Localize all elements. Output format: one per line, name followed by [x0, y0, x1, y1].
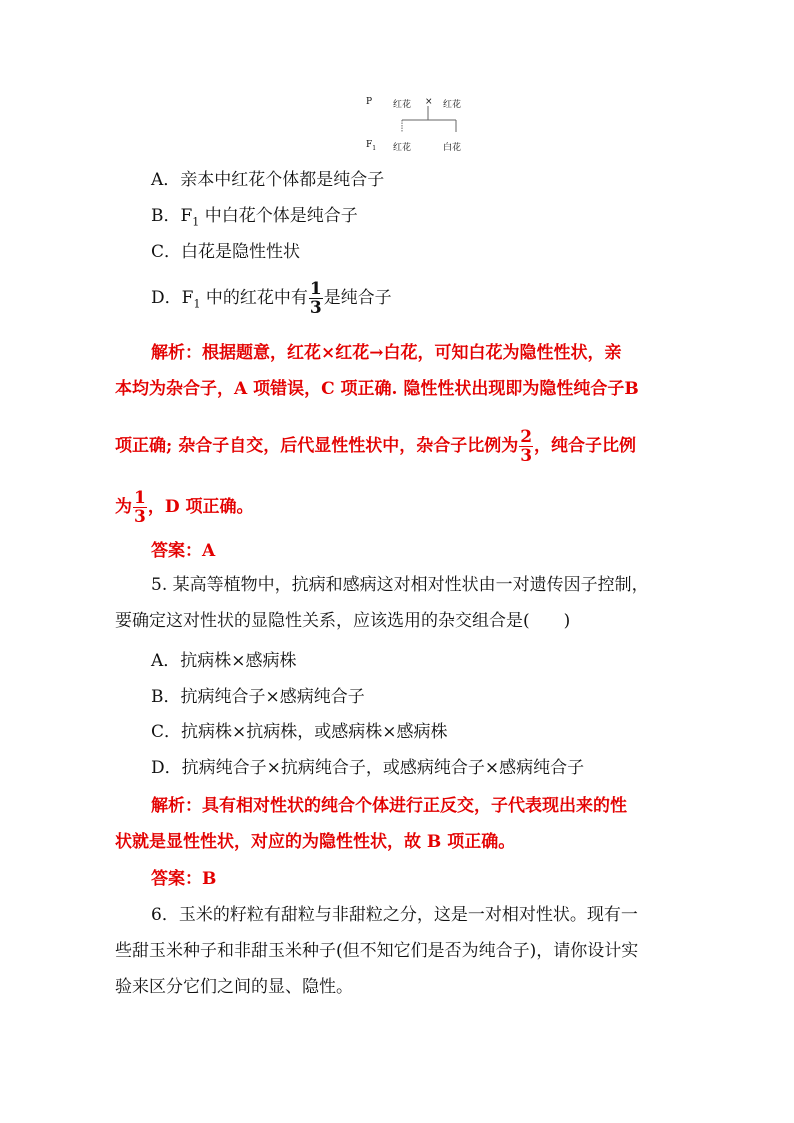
q4-analysis-line1: 解析：根据题意，红花×红花→白花，可知白花为隐性性状，亲 — [151, 343, 622, 363]
q4-analysis-line4: 为 $\frac{1}{3}$ ，D 项正确。 — [115, 488, 254, 527]
cross-lines — [360, 92, 470, 132]
q5-analysis-label: 解析： — [151, 796, 202, 816]
parent2-label: 红花 — [443, 100, 462, 110]
cross-symbol: × — [425, 97, 433, 107]
q4-option-d: D．$F_1$ 中的红花中有 $\frac{1}{3}$ 是纯合子 — [151, 279, 392, 318]
q4-analysis-fraction-2-3: $\frac{2}{3}$ — [520, 427, 533, 466]
q4-analysis-line3: 项正确; 杂合子自交，后代显性性状中，杂合子比例为 $\frac{2}{3}$ ，纯合子比例 — [115, 427, 637, 466]
q6-stem-line1: 6．玉米的籽粒有甜粒与非甜粒之分，这是一对相对性状。现有一 — [151, 905, 638, 925]
q4-option-c: C．白花是隐性性状 — [151, 242, 301, 262]
q5-option-c: C．抗病株×抗病株，或感病株×感病株 — [151, 722, 448, 742]
q4-option-d-fraction: $\frac{1}{3}$ — [309, 279, 322, 318]
q4-analysis-fraction-1-3: $\frac{1}{3}$ — [134, 488, 146, 527]
q6-stem-line3: 验来区分它们之间的显、隐性。 — [115, 977, 353, 997]
q6-stem-line2: 些甜玉米种子和非甜玉米种子(但不知它们是否为纯合子)，请你设计实 — [115, 941, 639, 961]
q4-analysis-line2: 本均为杂合子，A 项错误，C 项正确. 隐性性状出现即为隐性纯合子B — [115, 379, 639, 399]
f1-label: $F_1$ — [366, 140, 377, 152]
q5-answer: 答案：B — [151, 869, 217, 889]
q5-analysis-line1: 解析：具有相对性状的纯合个体进行正反交，子代表现出来的性 — [151, 796, 627, 816]
q5-analysis-line2: 状就是显性性状，对应的为隐性性状，故 B 项正确。 — [115, 832, 516, 852]
q5-option-a: A．抗病株×感病株 — [151, 651, 297, 671]
q4-option-b: B．$F_1$ 中白花个体是纯合子 — [151, 206, 358, 229]
q5-option-d: D．抗病纯合子×抗病纯合子，或感病纯合子×感病纯合子 — [151, 758, 585, 778]
q4-option-a: A．亲本中红花个体都是纯合子 — [151, 170, 385, 190]
parent1-label: 红花 — [393, 100, 412, 110]
q4-analysis-label: 解析： — [151, 343, 202, 363]
offspring1-label: 红花 — [393, 143, 412, 153]
q5-stem-line1: 5. 某高等植物中，抗病和感病这对相对性状由一对遗传因子控制， — [151, 575, 649, 595]
offspring2-label: 白花 — [443, 143, 462, 153]
q5-option-b: B．抗病纯合子×感病纯合子 — [151, 687, 365, 707]
p-label: P — [366, 97, 373, 107]
q4-answer: 答案：A — [151, 541, 216, 561]
q5-stem-line2: 要确定这对性状的显隐性关系，应该选用的杂交组合是( ) — [115, 611, 571, 631]
